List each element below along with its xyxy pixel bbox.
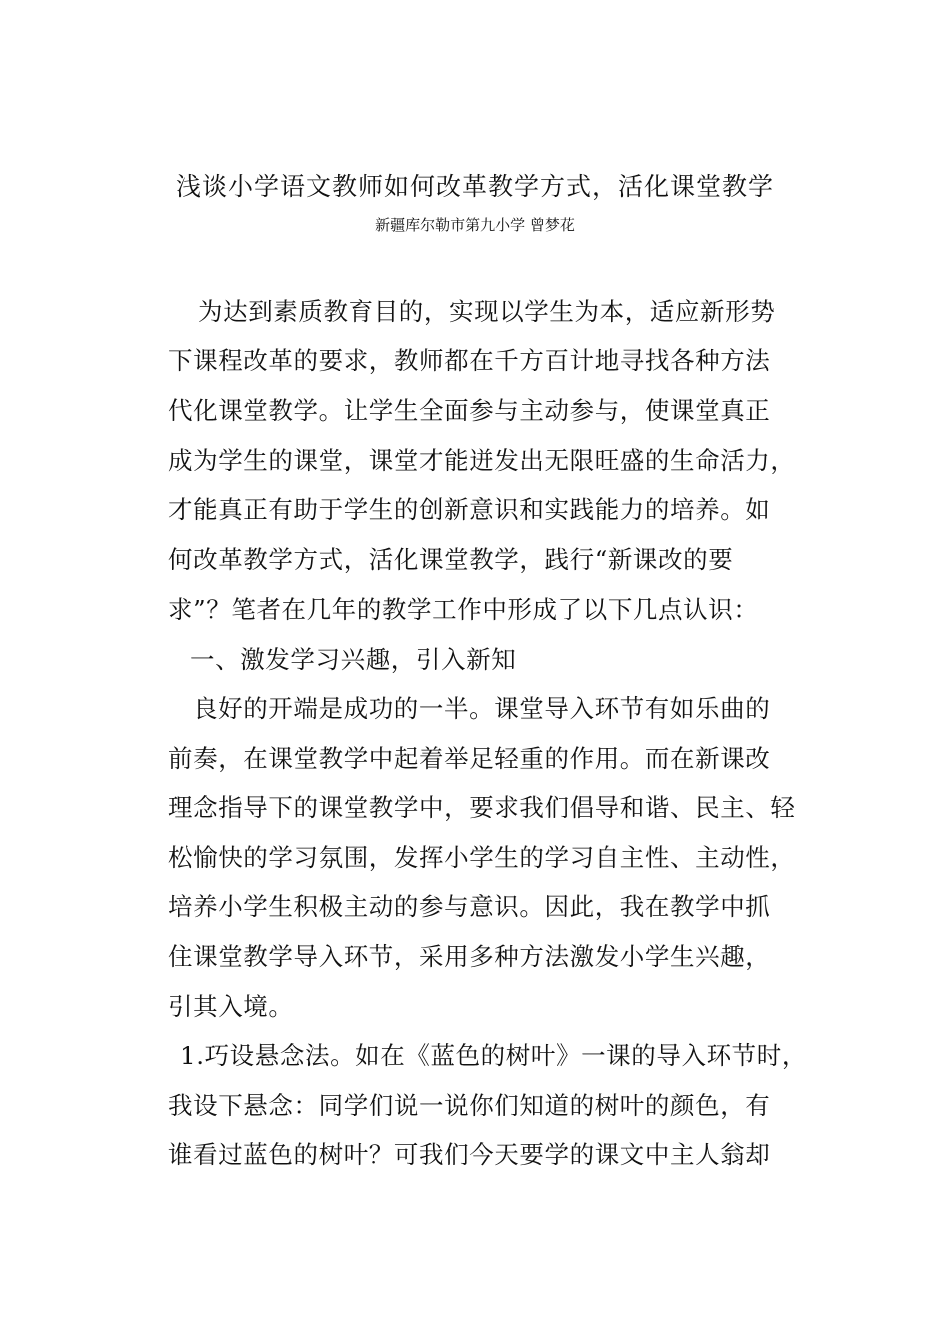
body-line: 代化课堂教学。让学生全面参与主动参与，使课堂真正 xyxy=(168,396,771,425)
body-line: 良好的开端是成功的一半。课堂导入环节有如乐曲的 xyxy=(193,694,771,723)
body-line: 前奏，在课堂教学中起着举足轻重的作用。而在新课改 xyxy=(168,744,771,773)
body-line: 成为学生的课堂，课堂才能迸发出无限旺盛的生命活力， xyxy=(168,446,796,475)
body-line: 1.巧设悬念法。如在《蓝色的树叶》一课的导入环节时， xyxy=(180,1041,807,1070)
document-title: 浅谈小学语文教师如何改革教学方式，活化课堂教学 xyxy=(175,172,774,201)
body-line: 住课堂教学导入环节，采用多种方法激发小学生兴趣， xyxy=(168,942,771,971)
body-line: 我设下悬念：同学们说一说你们知道的树叶的颜色，有 xyxy=(168,1091,771,1120)
document-author: 新疆库尔勒市第九小学 曾梦花 xyxy=(375,216,575,234)
body-line: 引其入境。 xyxy=(168,992,294,1021)
body-line: 理念指导下的课堂教学中，要求我们倡导和谐、民主、轻 xyxy=(168,793,796,822)
body-line: 求”？笔者在几年的教学工作中形成了以下几点认识： xyxy=(168,595,759,624)
body-line: 培养小学生积极主动的参与意识。因此，我在教学中抓 xyxy=(168,892,771,921)
body-line: 谁看过蓝色的树叶？可我们今天要学的课文中主人翁却 xyxy=(168,1140,771,1169)
body-line: 才能真正有助于学生的创新意识和实践能力的培养。如 xyxy=(168,495,771,524)
body-line: 为达到素质教育目的，实现以学生为本，适应新形势 xyxy=(198,297,776,326)
body-line: 何改革教学方式，活化课堂教学，践行“新课改的要 xyxy=(168,545,734,574)
section-heading: 一、激发学习兴趣，引入新知 xyxy=(190,645,517,674)
body-line: 松愉快的学习氛围，发挥小学生的学习自主性、主动性， xyxy=(168,843,796,872)
body-line: 下课程改革的要求，教师都在千方百计地寻找各种方法 xyxy=(168,346,771,375)
